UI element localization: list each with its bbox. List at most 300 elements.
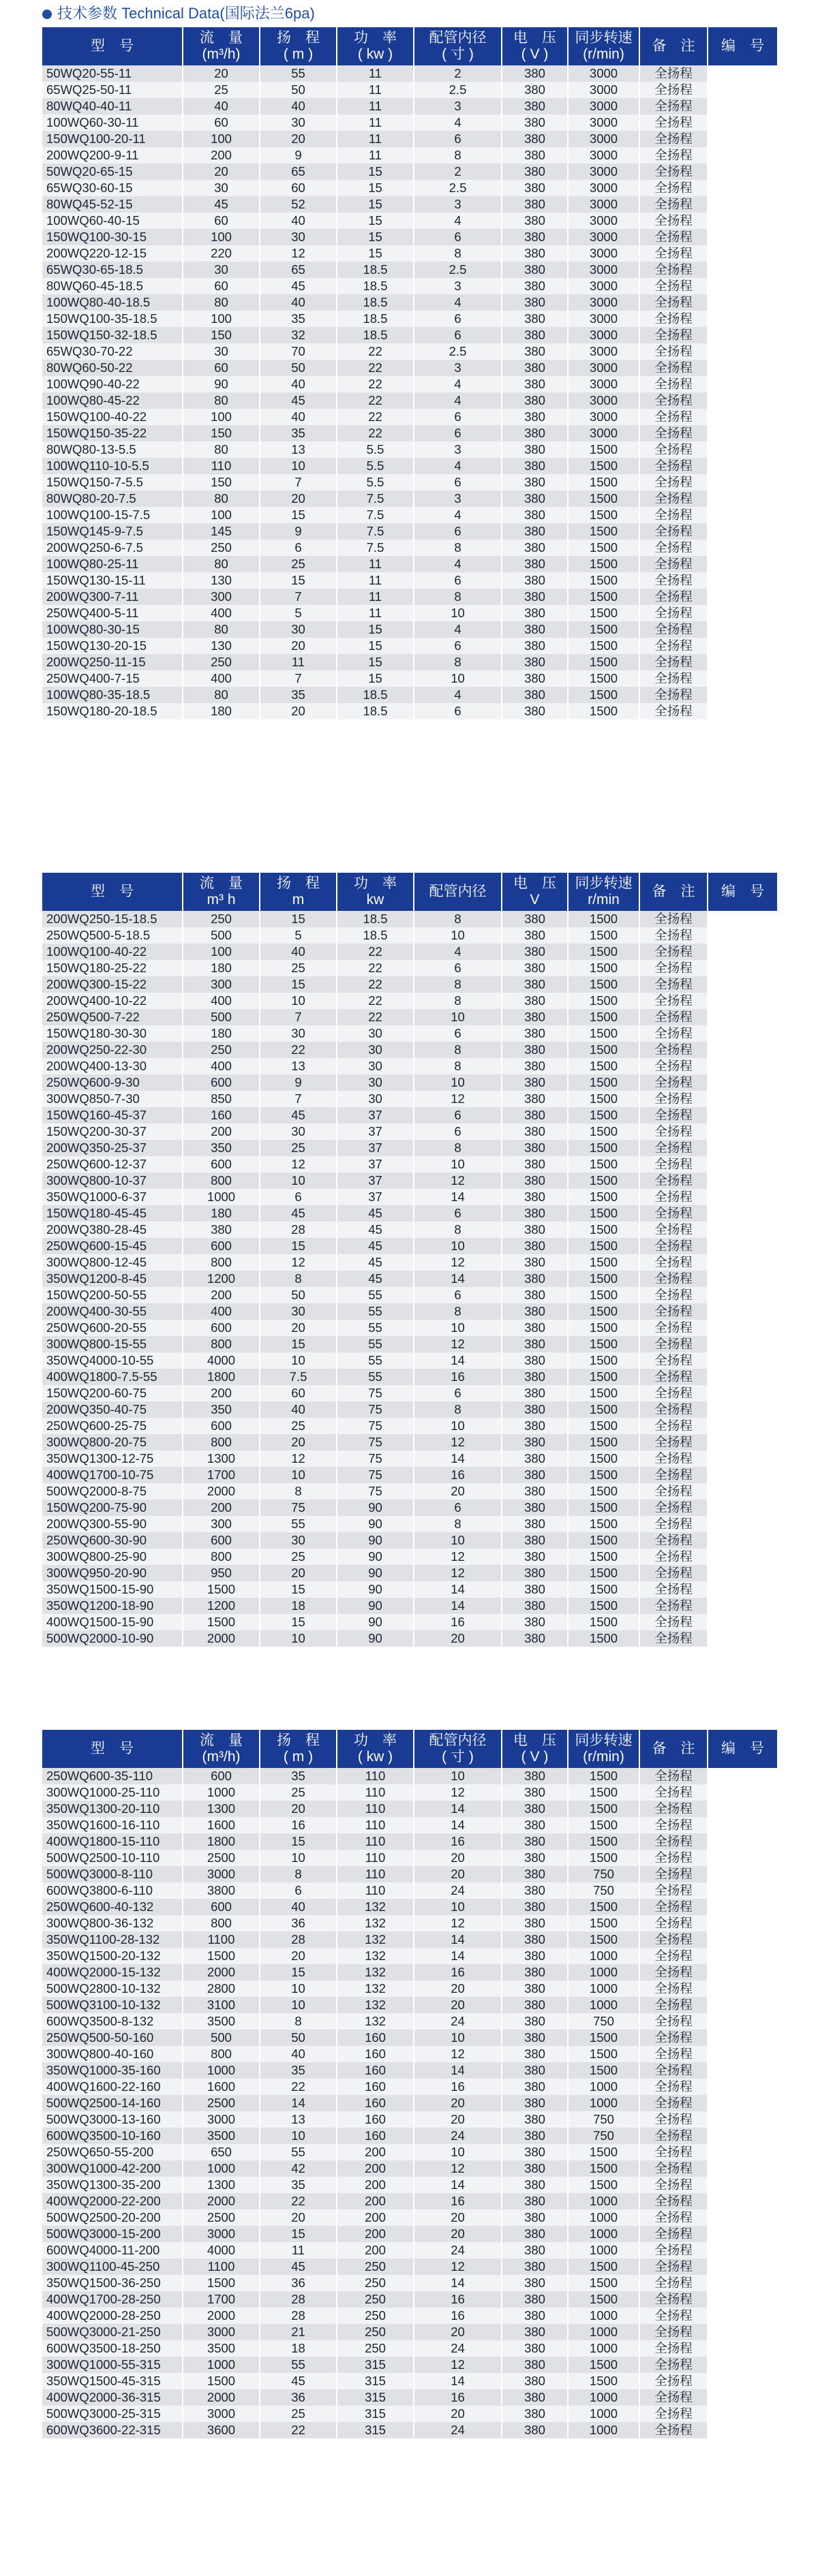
- cell-pipe-diameter: 10: [414, 927, 502, 944]
- cell-pipe-diameter: 14: [414, 1352, 502, 1369]
- cell-number: [708, 2357, 777, 2373]
- cell-voltage: 380: [502, 474, 568, 491]
- cell-note: 全扬程: [639, 2340, 708, 2357]
- cell-flow: 80: [183, 687, 260, 703]
- cell-pipe-diameter: 8: [414, 976, 502, 993]
- cell-flow: 150: [183, 425, 260, 441]
- cell-model: 100WQ80-30-15: [42, 621, 183, 638]
- cell-head: 22: [260, 2079, 337, 2095]
- cell-flow: 600: [183, 1418, 260, 1434]
- cell-note: 全扬程: [639, 1882, 708, 1899]
- cell-pipe-diameter: 10: [414, 2030, 502, 2046]
- cell-pipe-diameter: 6: [414, 523, 502, 540]
- cell-model: 600WQ3600-22-315: [42, 2422, 183, 2438]
- cell-flow: 1700: [183, 1467, 260, 1483]
- cell-power: 90: [337, 1532, 414, 1549]
- cell-speed: 3000: [568, 245, 639, 262]
- cell-pipe-diameter: 4: [414, 687, 502, 703]
- cell-note: 全扬程: [639, 1467, 708, 1483]
- cell-speed: 1000: [568, 1981, 639, 1997]
- cell-model: 150WQ180-25-22: [42, 960, 183, 976]
- cell-speed: 1000: [568, 2095, 639, 2111]
- cell-power: 315: [337, 2373, 414, 2389]
- cell-voltage: 380: [502, 1997, 568, 2013]
- cell-note: 全扬程: [639, 441, 708, 458]
- cell-model: 300WQ800-15-55: [42, 1336, 183, 1352]
- cell-head: 7: [260, 1009, 337, 1025]
- cell-number: [708, 687, 777, 703]
- cell-number: [708, 1009, 777, 1025]
- table-row: [42, 1385, 777, 1401]
- cell-speed: 1500: [568, 2062, 639, 2079]
- cell-power: 15: [337, 196, 414, 213]
- cell-head: 45: [260, 392, 337, 409]
- cell-power: 15: [337, 654, 414, 670]
- cell-flow: 3000: [183, 1866, 260, 1882]
- cell-voltage: 380: [502, 1467, 568, 1483]
- cell-pipe-diameter: 4: [414, 621, 502, 638]
- cell-voltage: 380: [502, 960, 568, 976]
- table-row: [42, 687, 777, 703]
- cell-head: 50: [260, 360, 337, 376]
- cell-power: 22: [337, 409, 414, 425]
- header-unit: ( V ): [521, 1749, 549, 1765]
- cell-power: 132: [337, 2013, 414, 2030]
- cell-speed: 3000: [568, 98, 639, 114]
- cell-pipe-diameter: 8: [414, 1058, 502, 1074]
- cell-speed: 3000: [568, 229, 639, 245]
- header-unit: (m³/h): [202, 1749, 241, 1765]
- cell-pipe-diameter: 6: [414, 1123, 502, 1140]
- cell-note: 全扬程: [639, 2357, 708, 2373]
- table-row: [42, 1205, 777, 1222]
- cell-flow: 400: [183, 1058, 260, 1074]
- cell-head: 45: [260, 278, 337, 294]
- cell-number: [708, 131, 777, 147]
- cell-power: 250: [337, 2275, 414, 2291]
- header-label: 编 号: [721, 884, 764, 899]
- spec-table-3: [42, 1730, 777, 2438]
- cell-model: 400WQ1700-10-75: [42, 1467, 183, 1483]
- cell-pipe-diameter: 14: [414, 1931, 502, 1948]
- cell-model: 300WQ800-36-132: [42, 1915, 183, 1931]
- cell-speed: 1500: [568, 523, 639, 540]
- cell-power: 132: [337, 1915, 414, 1931]
- cell-model: 350WQ1300-12-75: [42, 1450, 183, 1467]
- cell-speed: 1500: [568, 1058, 639, 1074]
- table-row: [42, 2324, 777, 2340]
- cell-pipe-diameter: 12: [414, 1336, 502, 1352]
- cell-head: 10: [260, 1173, 337, 1189]
- cell-voltage: 380: [502, 2111, 568, 2128]
- cell-power: 75: [337, 1401, 414, 1418]
- cell-pipe-diameter: 20: [414, 1850, 502, 1866]
- cell-voltage: 380: [502, 927, 568, 944]
- cell-head: 20: [260, 1801, 337, 1817]
- cell-speed: 1500: [568, 1320, 639, 1336]
- column-header-model: [42, 1730, 183, 1768]
- cell-flow: 250: [183, 911, 260, 927]
- header-label: 同步转速: [575, 30, 633, 46]
- cell-number: [708, 1303, 777, 1320]
- cell-voltage: 380: [502, 1074, 568, 1091]
- cell-power: 22: [337, 360, 414, 376]
- table-row: [42, 1189, 777, 1205]
- table-row: [42, 1981, 777, 1997]
- table-row: [42, 589, 777, 605]
- cell-pipe-diameter: 6: [414, 1025, 502, 1042]
- cell-voltage: 380: [502, 2209, 568, 2226]
- cell-number: [708, 1500, 777, 1516]
- cell-power: 7.5: [337, 540, 414, 556]
- cell-number: [708, 2079, 777, 2095]
- cell-voltage: 380: [502, 491, 568, 507]
- cell-note: 全扬程: [639, 213, 708, 229]
- cell-pipe-diameter: 20: [414, 2406, 502, 2422]
- cell-model: 600WQ3500-8-132: [42, 2013, 183, 2030]
- cell-flow: 100: [183, 229, 260, 245]
- cell-flow: 2800: [183, 1981, 260, 1997]
- cell-head: 8: [260, 2013, 337, 2030]
- cell-head: 11: [260, 654, 337, 670]
- cell-number: [708, 1222, 777, 1238]
- cell-speed: 1000: [568, 2324, 639, 2340]
- cell-flow: 100: [183, 131, 260, 147]
- cell-speed: 3000: [568, 164, 639, 180]
- cell-head: 15: [260, 1238, 337, 1254]
- cell-speed: 750: [568, 1866, 639, 1882]
- cell-model: 300WQ1000-42-200: [42, 2160, 183, 2177]
- table-row: [42, 229, 777, 245]
- cell-pipe-diameter: 8: [414, 1042, 502, 1058]
- cell-number: [708, 98, 777, 114]
- cell-speed: 3000: [568, 114, 639, 131]
- cell-power: 110: [337, 1768, 414, 1784]
- cell-voltage: 380: [502, 540, 568, 556]
- cell-speed: 3000: [568, 360, 639, 376]
- cell-number: [708, 441, 777, 458]
- table-row: [42, 976, 777, 993]
- cell-flow: 350: [183, 1140, 260, 1156]
- cell-number: [708, 1401, 777, 1418]
- cell-speed: 1500: [568, 2275, 639, 2291]
- cell-head: 14: [260, 2095, 337, 2111]
- cell-voltage: 380: [502, 2079, 568, 2095]
- cell-number: [708, 2340, 777, 2357]
- cell-head: 10: [260, 1352, 337, 1369]
- column-header-flow: [183, 1730, 260, 1768]
- table-row: [42, 605, 777, 621]
- cell-number: [708, 507, 777, 523]
- column-header-model: [42, 27, 183, 65]
- cell-pipe-diameter: 10: [414, 1074, 502, 1091]
- cell-flow: 30: [183, 262, 260, 278]
- cell-power: 22: [337, 1009, 414, 1025]
- cell-voltage: 380: [502, 2062, 568, 2079]
- cell-model: 200WQ400-30-55: [42, 1303, 183, 1320]
- cell-number: [708, 1434, 777, 1450]
- cell-flow: 30: [183, 180, 260, 196]
- cell-note: 全扬程: [639, 1899, 708, 1915]
- cell-number: [708, 605, 777, 621]
- cell-power: 55: [337, 1336, 414, 1352]
- cell-voltage: 380: [502, 131, 568, 147]
- cell-flow: 400: [183, 670, 260, 687]
- cell-note: 全扬程: [639, 2242, 708, 2259]
- cell-power: 160: [337, 2079, 414, 2095]
- cell-voltage: 380: [502, 1964, 568, 1981]
- header-label: 功 率: [354, 30, 397, 46]
- cell-head: 20: [260, 1320, 337, 1336]
- header-unit: ( 寸 ): [442, 1749, 474, 1765]
- cell-pipe-diameter: 16: [414, 1369, 502, 1385]
- cell-head: 40: [260, 409, 337, 425]
- cell-flow: 1300: [183, 2177, 260, 2193]
- cell-flow: 60: [183, 213, 260, 229]
- cell-power: 110: [337, 1850, 414, 1866]
- cell-power: 5.5: [337, 441, 414, 458]
- cell-number: [708, 2373, 777, 2389]
- table-row: [42, 2111, 777, 2128]
- cell-voltage: 380: [502, 1565, 568, 1581]
- cell-flow: 250: [183, 1042, 260, 1058]
- cell-head: 15: [260, 1833, 337, 1850]
- cell-model: 250WQ500-7-22: [42, 1009, 183, 1025]
- cell-power: 22: [337, 392, 414, 409]
- cell-model: 500WQ2500-20-200: [42, 2209, 183, 2226]
- cell-flow: 250: [183, 654, 260, 670]
- cell-note: 全扬程: [639, 1205, 708, 1222]
- cell-pipe-diameter: 12: [414, 2046, 502, 2062]
- header-label: 同步转速: [575, 1733, 633, 1748]
- cell-voltage: 380: [502, 2144, 568, 2160]
- table-row: [42, 1369, 777, 1385]
- cell-flow: 45: [183, 196, 260, 213]
- table-row: [42, 2095, 777, 2111]
- cell-head: 12: [260, 1156, 337, 1173]
- cell-number: [708, 245, 777, 262]
- cell-model: 100WQ80-25-11: [42, 556, 183, 572]
- table-row: [42, 540, 777, 556]
- cell-flow: 200: [183, 1385, 260, 1401]
- table-row: [42, 1850, 777, 1866]
- cell-pipe-diameter: 6: [414, 572, 502, 589]
- cell-number: [708, 82, 777, 98]
- cell-model: 500WQ3000-8-110: [42, 1866, 183, 1882]
- cell-voltage: 380: [502, 1205, 568, 1222]
- cell-power: 90: [337, 1630, 414, 1647]
- cell-pipe-diameter: 4: [414, 213, 502, 229]
- table-row: [42, 294, 777, 311]
- cell-power: 90: [337, 1549, 414, 1565]
- cell-model: 65WQ30-60-15: [42, 180, 183, 196]
- cell-model: 300WQ850-7-30: [42, 1091, 183, 1107]
- header-unit: kw: [366, 892, 384, 907]
- cell-model: 350WQ1500-20-132: [42, 1948, 183, 1964]
- cell-number: [708, 572, 777, 589]
- cell-speed: 1500: [568, 1287, 639, 1303]
- cell-speed: 3000: [568, 311, 639, 327]
- cell-flow: 150: [183, 327, 260, 343]
- cell-voltage: 380: [502, 343, 568, 360]
- cell-note: 全扬程: [639, 670, 708, 687]
- cell-model: 200WQ250-15-18.5: [42, 911, 183, 927]
- cell-pipe-diameter: 14: [414, 1450, 502, 1467]
- cell-voltage: 380: [502, 2340, 568, 2357]
- table-row: [42, 507, 777, 523]
- cell-note: 全扬程: [639, 1614, 708, 1630]
- table-row: [42, 1516, 777, 1532]
- cell-model: 250WQ400-5-11: [42, 605, 183, 621]
- cell-number: [708, 1516, 777, 1532]
- cell-speed: 1500: [568, 2144, 639, 2160]
- cell-pipe-diameter: 4: [414, 458, 502, 474]
- cell-speed: 1500: [568, 458, 639, 474]
- header-unit: (r/min): [583, 46, 624, 62]
- table-row: [42, 180, 777, 196]
- cell-voltage: 380: [502, 1156, 568, 1173]
- cell-flow: 600: [183, 1320, 260, 1336]
- cell-flow: 2000: [183, 2389, 260, 2406]
- cell-speed: 3000: [568, 327, 639, 343]
- cell-note: 全扬程: [639, 703, 708, 719]
- column-header-note: [639, 873, 708, 911]
- table-row: [42, 1336, 777, 1352]
- cell-flow: 100: [183, 311, 260, 327]
- table-row: [42, 1483, 777, 1500]
- cell-model: 400WQ2000-36-315: [42, 2389, 183, 2406]
- cell-power: 30: [337, 1025, 414, 1042]
- cell-flow: 200: [183, 1287, 260, 1303]
- cell-head: 15: [260, 1964, 337, 1981]
- cell-head: 20: [260, 703, 337, 719]
- cell-flow: 1600: [183, 1817, 260, 1833]
- cell-pipe-diameter: 20: [414, 1997, 502, 2013]
- cell-speed: 1500: [568, 1107, 639, 1123]
- cell-model: 200WQ300-7-11: [42, 589, 183, 605]
- cell-pipe-diameter: 8: [414, 589, 502, 605]
- table-row: [42, 458, 777, 474]
- cell-number: [708, 458, 777, 474]
- column-header-power: [337, 27, 414, 65]
- cell-speed: 1500: [568, 507, 639, 523]
- cell-head: 22: [260, 2422, 337, 2438]
- cell-head: 50: [260, 1287, 337, 1303]
- cell-number: [708, 2046, 777, 2062]
- cell-number: [708, 1581, 777, 1598]
- cell-flow: 100: [183, 507, 260, 523]
- cell-note: 全扬程: [639, 311, 708, 327]
- cell-speed: 1500: [568, 1238, 639, 1254]
- cell-flow: 650: [183, 2144, 260, 2160]
- cell-flow: 90: [183, 376, 260, 392]
- cell-number: [708, 1320, 777, 1336]
- cell-voltage: 380: [502, 2275, 568, 2291]
- cell-note: 全扬程: [639, 409, 708, 425]
- cell-head: 28: [260, 2291, 337, 2308]
- cell-head: 55: [260, 2357, 337, 2373]
- header-unit: (r/min): [583, 1749, 624, 1765]
- cell-model: 500WQ3000-25-315: [42, 2406, 183, 2422]
- cell-model: 350WQ1500-45-315: [42, 2373, 183, 2389]
- cell-number: [708, 376, 777, 392]
- cell-pipe-diameter: 3: [414, 491, 502, 507]
- cell-voltage: 380: [502, 180, 568, 196]
- cell-note: 全扬程: [639, 1058, 708, 1074]
- cell-pipe-diameter: 8: [414, 1140, 502, 1156]
- table-row: [42, 1238, 777, 1254]
- cell-number: [708, 523, 777, 540]
- cell-flow: 1000: [183, 1189, 260, 1205]
- cell-pipe-diameter: 16: [414, 2308, 502, 2324]
- cell-head: 7: [260, 474, 337, 491]
- table-row: [42, 1931, 777, 1948]
- cell-number: [708, 1598, 777, 1614]
- cell-number: [708, 1385, 777, 1401]
- cell-head: 30: [260, 114, 337, 131]
- cell-number: [708, 1156, 777, 1173]
- cell-model: 80WQ60-50-22: [42, 360, 183, 376]
- cell-voltage: 380: [502, 1866, 568, 1882]
- cell-flow: 800: [183, 1336, 260, 1352]
- cell-speed: 750: [568, 2013, 639, 2030]
- cell-head: 40: [260, 213, 337, 229]
- table-row: [42, 2340, 777, 2357]
- cell-number: [708, 911, 777, 927]
- cell-pipe-diameter: 3: [414, 278, 502, 294]
- cell-number: [708, 2193, 777, 2209]
- cell-number: [708, 1418, 777, 1434]
- cell-flow: 3500: [183, 2013, 260, 2030]
- cell-pipe-diameter: 16: [414, 2291, 502, 2308]
- cell-speed: 1000: [568, 2308, 639, 2324]
- cell-voltage: 380: [502, 1614, 568, 1630]
- cell-head: 20: [260, 1948, 337, 1964]
- cell-flow: 3000: [183, 2324, 260, 2340]
- table-row: [42, 2226, 777, 2242]
- cell-model: 100WQ60-30-11: [42, 114, 183, 131]
- cell-flow: 1200: [183, 1598, 260, 1614]
- cell-power: 37: [337, 1123, 414, 1140]
- cell-model: 150WQ200-75-90: [42, 1500, 183, 1516]
- table-row: [42, 262, 777, 278]
- cell-speed: 1500: [568, 1850, 639, 1866]
- cell-flow: 300: [183, 589, 260, 605]
- cell-number: [708, 2324, 777, 2340]
- table-row: [42, 2275, 777, 2291]
- cell-head: 25: [260, 1418, 337, 1434]
- cell-voltage: 380: [502, 1915, 568, 1931]
- cell-note: 全扬程: [639, 491, 708, 507]
- cell-number: [708, 2013, 777, 2030]
- cell-note: 全扬程: [639, 1369, 708, 1385]
- cell-pipe-diameter: 10: [414, 1320, 502, 1336]
- table-row: [42, 638, 777, 654]
- cell-pipe-diameter: 2.5: [414, 343, 502, 360]
- cell-pipe-diameter: 2.5: [414, 82, 502, 98]
- cell-number: [708, 2177, 777, 2193]
- cell-number: [708, 311, 777, 327]
- cell-note: 全扬程: [639, 960, 708, 976]
- header-label: 同步转速: [575, 875, 633, 891]
- cell-head: 55: [260, 1516, 337, 1532]
- cell-note: 全扬程: [639, 2373, 708, 2389]
- cell-speed: 1500: [568, 1467, 639, 1483]
- cell-flow: 60: [183, 278, 260, 294]
- cell-head: 6: [260, 1882, 337, 1899]
- cell-head: 50: [260, 2030, 337, 2046]
- table-row: [42, 1997, 777, 2013]
